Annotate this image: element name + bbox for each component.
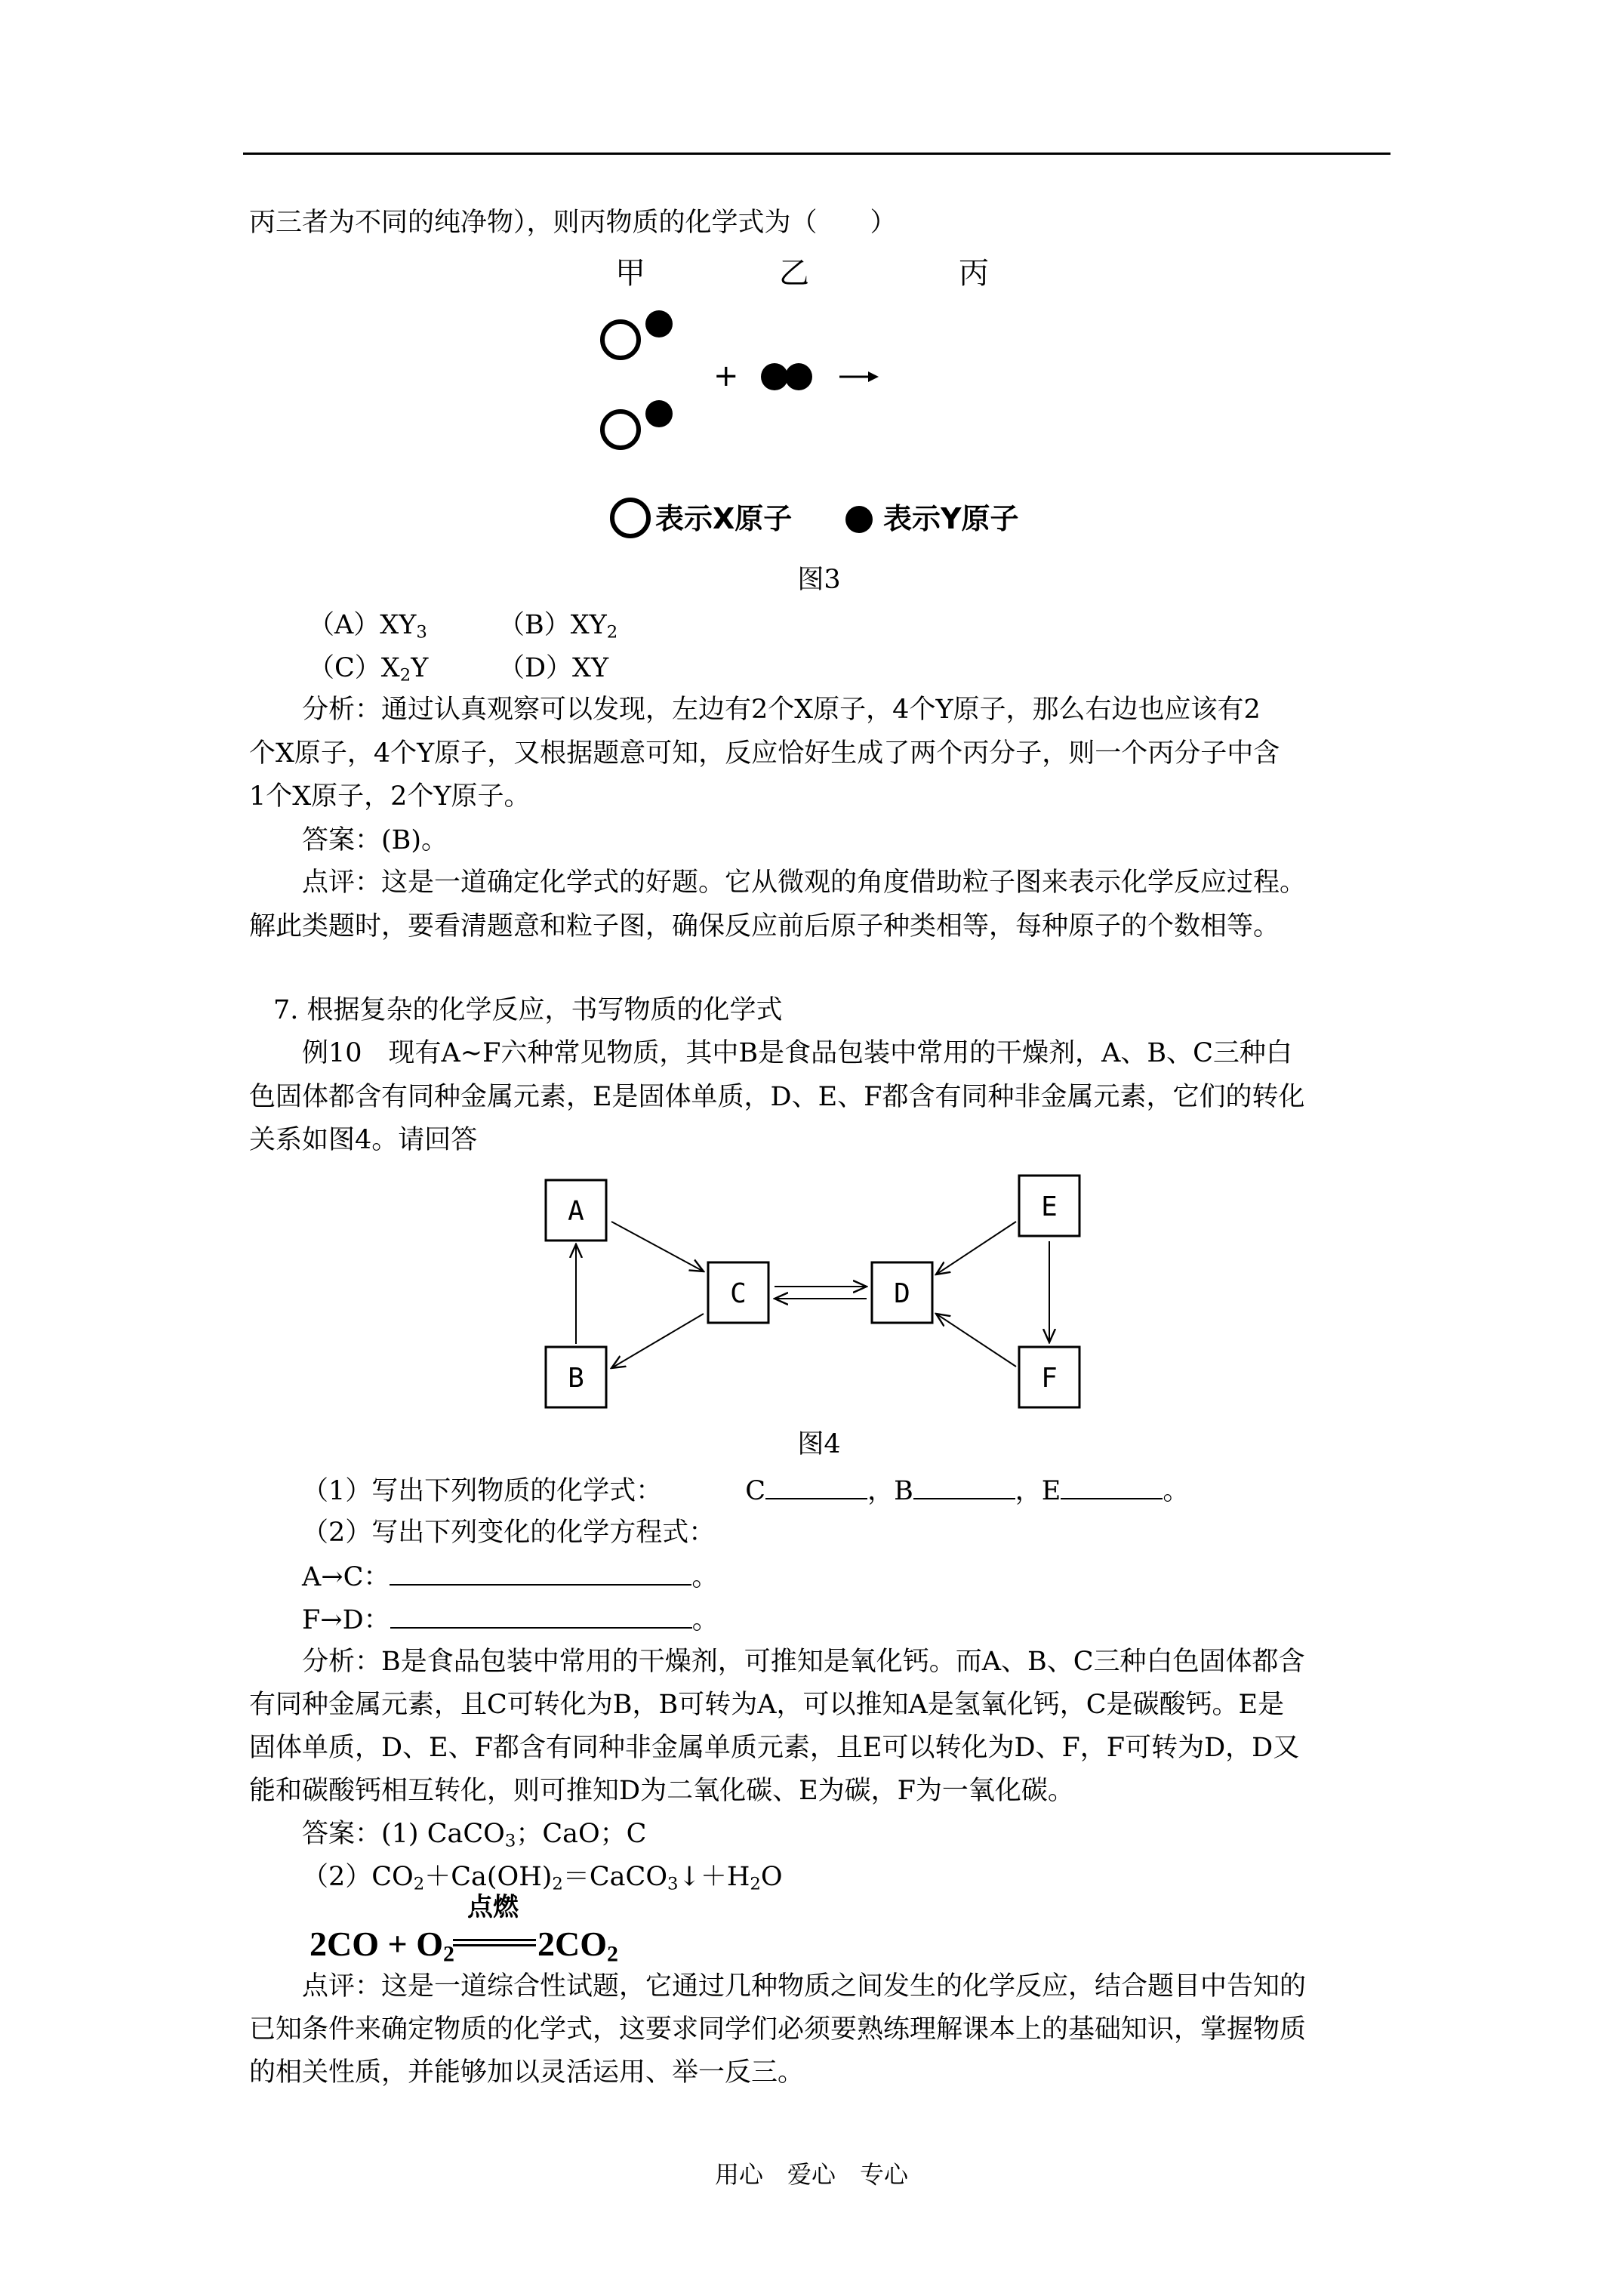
reaction-arrow [839, 371, 879, 382]
comment-2-line-2: 已知条件来确定物质的化学式，这要求同学们必须要熟练理解课本上的基础知识，掌握物质 [249, 2014, 1307, 2045]
question-2-f-to-d: F→D： 。 [302, 1601, 719, 1638]
analysis-2-line-1: 分析：B是食品包装中常用的干燥剂，可推知是氧化钙。而A、B、C三种白色固体都含 [302, 1647, 1305, 1677]
equation-condition: 点燃 [467, 1892, 519, 1922]
comment-1-line-1: 点评：这是一道确定化学式的好题。它从微观的角度借助粒子图来表示化学反应过程。 [302, 868, 1307, 898]
node-b-label: B [568, 1363, 584, 1394]
analysis-1-line-1: 分析：通过认真观察可以发现，左边有2个X原子，4个Y原子，那么右边也应该有2 [302, 695, 1261, 725]
molecule-y2 [761, 363, 812, 390]
analysis-2-line-2: 有同种金属元素，且C可转化为B，B可转为A，可以推知A是氢氧化钙，C是碳酸钙。E是 [249, 1690, 1285, 1720]
arrow-c-to-b [611, 1314, 704, 1368]
plus-sign: + [713, 359, 739, 393]
intro-line: 丙三者为不同的纯净物），则丙物质的化学式为（ ） [249, 208, 897, 238]
figure-4-caption: 图4 [797, 1429, 841, 1459]
legend-x-atom-symbol [612, 500, 648, 536]
node-f-label: F [1041, 1363, 1058, 1394]
option-b: $(B)XY_2$ [498, 610, 618, 643]
figure-4-diagram [528, 1163, 1102, 1419]
comment-2-line-3: 的相关性质，并能够加以灵活运用、举一反三。 [249, 2057, 805, 2088]
arrow-e-to-d [936, 1222, 1016, 1274]
blank-b[interactable] [913, 1472, 1015, 1499]
section-7-heading: 7. 根据复杂的化学反应，书写物质的化学式 [273, 995, 783, 1025]
figure-3-caption: 图3 [797, 565, 841, 595]
question-1: （1）写出下列物质的化学式： C ，B ，E 。 [302, 1472, 1189, 1509]
legend-y-atom-symbol [845, 506, 873, 533]
blank-a-to-c[interactable] [390, 1558, 691, 1586]
comment-2-line-1: 点评：这是一道综合性试题，它通过几种物质之间发生的化学反应，结合题目中告知的 [302, 1971, 1307, 2002]
equation-right: $2CO_2$ [537, 1925, 618, 1967]
arrow-f-to-d [936, 1314, 1016, 1367]
comment-1-line-2: 解此类题时，要看清题意和粒子图，确保反应前后原子种类相等，每种原子的个数相等。 [249, 911, 1280, 942]
example-10-line-1: 例10 现有A~F六种常见物质，其中B是食品包装中常用的干燥剂，A、B、C三种白 [302, 1038, 1292, 1068]
label-jia: 甲 [615, 256, 645, 291]
page-footer: 用心 爱心 专心 [714, 2160, 908, 2189]
arrow-a-to-c [611, 1222, 704, 1271]
analysis-1-line-3: 1个X原子，2个Y原子。 [249, 781, 531, 812]
option-d: （D）XY [498, 653, 609, 683]
analysis-2-line-3: 固体单质，D、E、F都含有同种非金属单质元素，且E可以转化为D、F，F可转为D，D又 [249, 1733, 1300, 1763]
node-a-label: A [568, 1196, 584, 1227]
answer-2-line-1: 答案：(1) CaCO$_3$；CaO；C [302, 1819, 647, 1851]
example-10-line-3: 关系如图4。请回答 [249, 1125, 478, 1155]
answer-2-line-2: $(2)CO_2+Ca(OH)_2=CaCO_3↓+H_2O$ [302, 1862, 783, 1894]
blank-f-to-d[interactable] [390, 1601, 692, 1629]
analysis-2-line-4: 能和碳酸钙相互转化，则可推知D为二氧化碳、E为碳，F为一氧化碳。 [249, 1776, 1074, 1806]
molecule-xy-2 [602, 400, 673, 448]
equation-double-line [453, 1939, 536, 1946]
option-a: $(A)XY_3$ [308, 610, 427, 643]
legend-y-text: 表示Y原子 [883, 502, 1019, 535]
node-c-label: C [730, 1278, 747, 1309]
blank-c[interactable] [765, 1472, 867, 1499]
blank-e[interactable] [1061, 1472, 1163, 1499]
header-rule [243, 153, 1390, 155]
node-e-label: E [1041, 1191, 1058, 1222]
equation-left: $2CO + O_2$ [310, 1925, 454, 1967]
legend-x-text: 表示X原子 [655, 502, 793, 535]
molecule-xy-1 [602, 310, 673, 358]
option-c: $(C)X_2Y$ [308, 653, 429, 686]
analysis-1-line-2: 个X原子，4个Y原子，又根据题意可知，反应恰好生成了两个丙分子，则一个丙分子中含 [249, 738, 1280, 769]
question-2-a-to-c: A→C： 。 [302, 1558, 718, 1595]
label-yi: 乙 [779, 256, 809, 291]
question-2: （2）写出下列变化的化学方程式： [302, 1518, 716, 1548]
label-bing: 丙 [959, 256, 989, 291]
answer-1: 答案：(B)。 [302, 825, 448, 855]
node-d-label: D [894, 1278, 910, 1309]
example-10-line-2: 色固体都含有同种金属元素，E是固体单质，D、E、F都含有同种非金属元素，它们的转化 [249, 1082, 1305, 1112]
